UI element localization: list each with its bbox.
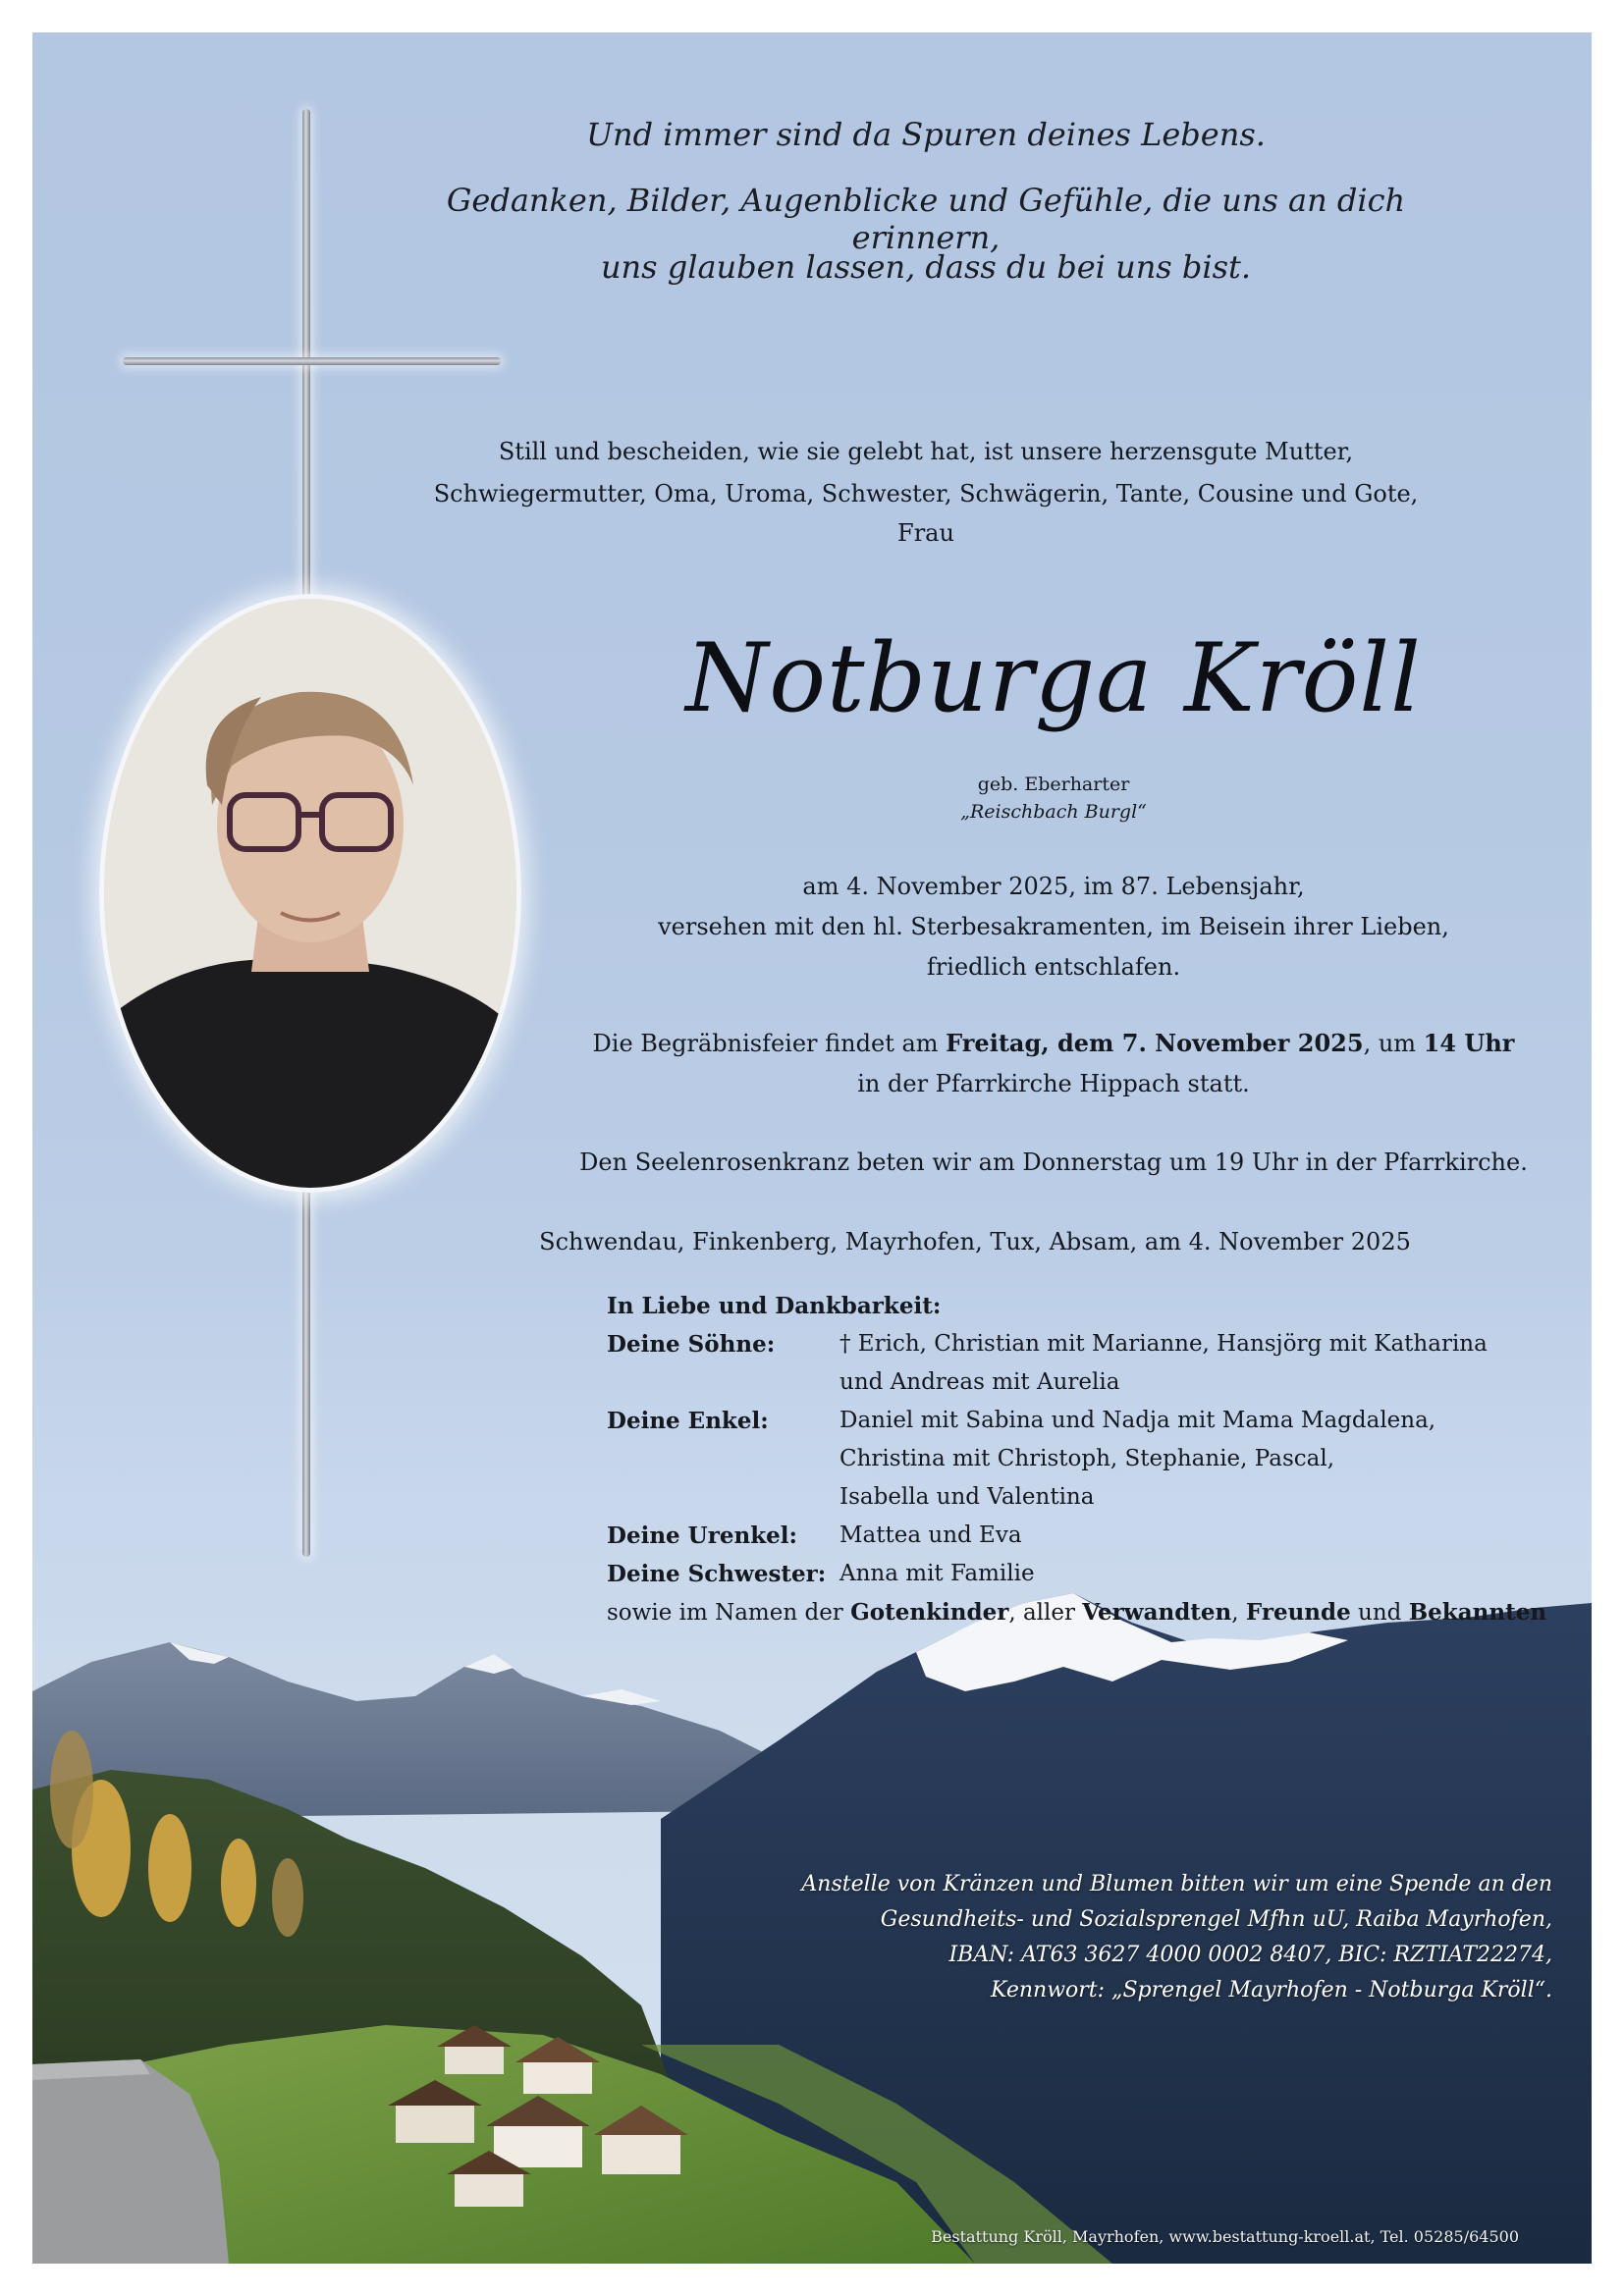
intro-line-2: Schwiegermutter, Oma, Uroma, Schwester, Schwägerin, Tante, Cousine und Gote, Frau [433, 480, 1419, 547]
grandchildren-line-3: Isabella und Valentina [839, 1484, 1095, 1510]
sister: Anna mit Familie [839, 1561, 1035, 1586]
death-line-2: versehen mit den hl. Sterbesakramenten, im Beisein ihrer Lieben, [658, 913, 1449, 940]
grandchildren-line-2: Christina mit Christoph, Stephanie, Pascal, [839, 1446, 1335, 1471]
closing-friends: Freunde [1245, 1599, 1351, 1626]
donation-note [669, 1867, 1552, 2008]
funeral-prefix: Die Begräbnisfeier findet am [592, 1030, 947, 1057]
quote-line-3: uns glauben lassen, dass du bei uns bist. [600, 248, 1252, 286]
great-grandchildren-label: Deine Urenkel: [607, 1522, 798, 1549]
donation-line-3: IBAN: AT63 3627 4000 0002 8407, BIC: RZTIAT22274, [948, 1943, 1552, 1967]
undertaker-footer: Bestattung Kröll, Mayrhofen, www.bestattung-kroell.at, Tel. 05285/64500 [931, 2227, 1519, 2246]
family-closing [607, 1593, 1546, 1632]
closing-part: und [1350, 1600, 1409, 1626]
funeral-line-2: in der Pfarrkirche Hippach statt. [857, 1070, 1250, 1097]
grandchildren-line-1: Daniel mit Sabina und Nadja mit Mama Magdalena, [839, 1408, 1436, 1433]
closing-acquaintances: Bekannten [1408, 1599, 1547, 1626]
nickname: „Reischbach Burgl“ [960, 801, 1147, 823]
closing-part: sowie im Namen der [607, 1600, 851, 1626]
death-line-3: friedlich entschlafen. [926, 953, 1181, 981]
sons-label: Deine Söhne: [607, 1331, 776, 1358]
funeral-mid: , um [1363, 1030, 1424, 1057]
deceased-name: Notburga Kröll [685, 623, 1422, 733]
funeral-date: Freitag, dem 7. November 2025 [946, 1029, 1364, 1057]
sons-line-2: und Andreas mit Aurelia [839, 1369, 1120, 1395]
family-list [607, 1287, 1589, 1660]
donation-line-2: Gesundheits- und Sozialsprengel Mfhn uU, Raiba Mayrhofen, [880, 1907, 1552, 1932]
portrait-illustration [104, 599, 516, 1188]
closing-relatives: Verwandten [1082, 1599, 1232, 1626]
death-line-1: am 4. November 2025, im 87. Lebensjahr, [802, 873, 1305, 900]
quote-line-2: Gedanken, Bilder, Augenblicke und Gefühle, die uns an dich erinnern, [446, 182, 1406, 256]
place-date: Schwendau, Finkenberg, Mayrhofen, Tux, Absam, am 4. November 2025 [539, 1228, 1411, 1255]
grandchildren-label: Deine Enkel: [607, 1408, 769, 1434]
donation-line-1: Anstelle von Kränzen und Blumen bitten wir um eine Spende an den [801, 1872, 1552, 1896]
obituary-card [32, 32, 1592, 2264]
quote-line-1: Und immer sind da Spuren deines Lebens. [586, 116, 1266, 153]
sister-label: Deine Schwester: [607, 1561, 827, 1587]
donation-line-4: Kennwort: „Sprengel Mayrhofen - Notburga Kröll“. [991, 1978, 1552, 2002]
funeral-line-1 [563, 1024, 1544, 1063]
great-grandchildren: Mattea und Eva [839, 1522, 1022, 1548]
family-heading: In Liebe und Dankbarkeit: [607, 1293, 942, 1319]
closing-part: , [1231, 1600, 1246, 1626]
cross-horizontal-bar [123, 357, 501, 365]
closing-godchildren: Gotenkinder [850, 1599, 1009, 1626]
sons-line-1: † Erich, Christian mit Marianne, Hansjörg mit Katharina [839, 1331, 1488, 1357]
funeral-time: 14 Uhr [1423, 1029, 1515, 1057]
intro-line-1: Still und bescheiden, wie sie gelebt hat, ist unsere herzensgute Mutter, [498, 438, 1354, 465]
birth-name: geb. Eberharter [977, 774, 1130, 795]
closing-part: , aller [1008, 1600, 1083, 1626]
portrait-photo [99, 594, 521, 1193]
rosary-note: Den Seelenrosenkranz beten wir am Donnerstag um 19 Uhr in der Pfarrkirche. [579, 1148, 1528, 1176]
